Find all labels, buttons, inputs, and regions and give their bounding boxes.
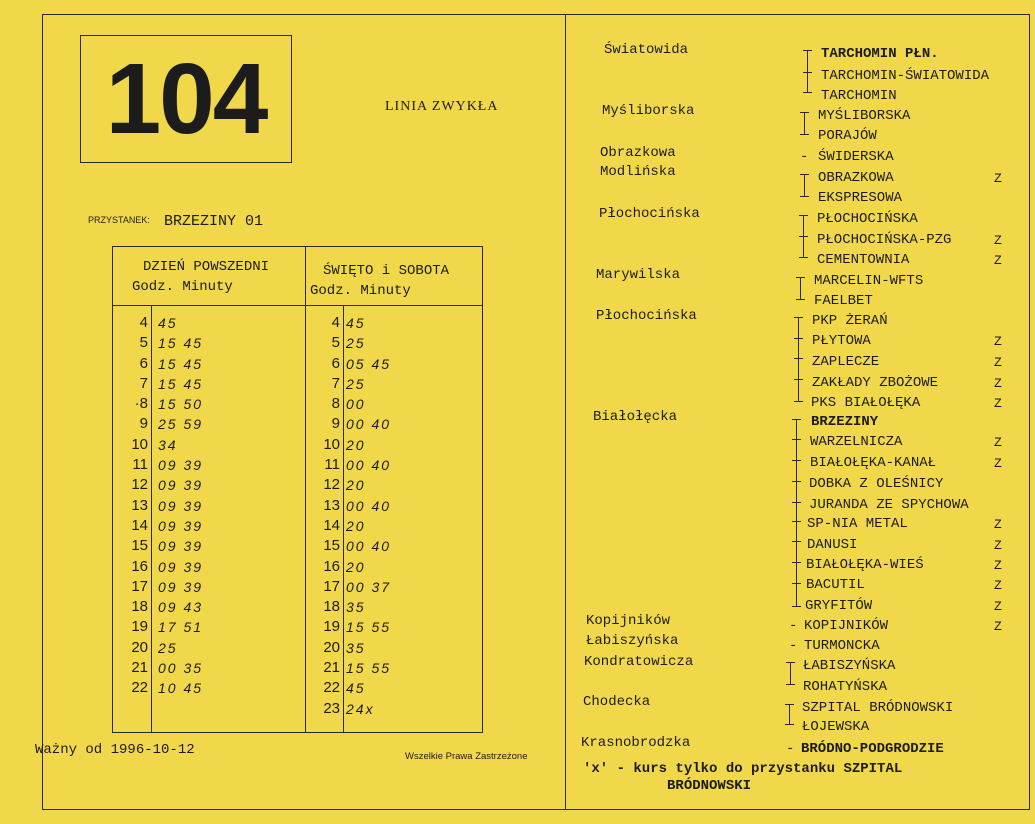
route-street: Łabiszyńska (586, 633, 679, 649)
departure-hour: 21 (323, 659, 340, 677)
table-column-divider (305, 247, 306, 732)
holiday-departures (307, 313, 482, 719)
departure-minutes: 20 (346, 477, 366, 494)
request-stop-marker: Z (994, 599, 1002, 614)
route-stop: SP-NIA METAL (807, 516, 908, 532)
route-stop: ŁOJEWSKA (802, 719, 870, 735)
route-street: Płochocińska (599, 206, 700, 222)
stop-label: PRZYSTANEK: (88, 215, 150, 225)
route-bracket (803, 50, 813, 92)
route-stop: ROHATYŃSKA (803, 679, 888, 695)
departure-hour: 17 (131, 577, 148, 595)
valid-from: Ważny od 1996-10-12 (35, 742, 195, 758)
departure-hour: 18 (131, 598, 148, 616)
route-stop: MARCELIN-WFTS (814, 273, 924, 289)
departure-hour: 6 (331, 354, 340, 372)
request-stop-marker: Z (994, 355, 1002, 370)
route-stop: TARCHOMIN PŁN. (821, 46, 939, 62)
departure-hour: 15 (323, 537, 340, 555)
departure-hour: 19 (323, 618, 340, 636)
rights-notice: Wszelkie Prawa Zastrzeżone (405, 751, 528, 762)
departure-minutes: 25 (158, 639, 178, 656)
departure-hour: 4 (331, 314, 340, 331)
route-stop: BIAŁOŁĘKA-KANAŁ (810, 455, 937, 471)
departure-minutes: 09 39 (158, 538, 204, 555)
departure-row (113, 374, 303, 394)
departure-row (307, 475, 482, 495)
request-stop-marker: Z (994, 171, 1002, 186)
route-stop: DANUSI (807, 537, 858, 553)
departure-row (113, 638, 303, 658)
departure-row (113, 455, 303, 475)
departure-row (113, 475, 303, 495)
holiday-subtitle: Godz. Minuty (310, 283, 411, 299)
departure-hour: 17 (323, 577, 340, 595)
departure-minutes: 35 (346, 639, 366, 656)
departure-row (307, 678, 482, 698)
route-street: Białołęcka (593, 409, 678, 425)
departure-row (307, 516, 482, 536)
route-stop: PŁYTOWA (812, 333, 871, 349)
route-stop: PŁOCHOCIŃSKA-PZG (817, 232, 952, 248)
request-stop-marker: Z (994, 578, 1002, 593)
route-stop: JURANDA ZE SPYCHOWA (809, 497, 969, 513)
departure-row (307, 496, 482, 516)
route-stop: OBRAZKOWA (818, 170, 894, 186)
table-header-divider (113, 305, 482, 306)
departure-hour: 4 (139, 314, 148, 331)
route-stop: MYŚLIBORSKA (818, 108, 911, 124)
route-dash: - (800, 149, 809, 165)
departure-hour: 10 (131, 435, 148, 453)
departure-hour: 14 (131, 516, 148, 534)
departure-hour: 7 (331, 374, 340, 392)
departure-hour: 20 (131, 638, 148, 656)
departure-minutes: 20 (346, 517, 366, 534)
departure-hour: 18 (323, 598, 340, 616)
weekday-departures (113, 313, 303, 699)
departure-minutes: 09 39 (158, 457, 204, 474)
departure-row (307, 658, 482, 678)
departure-minutes: 00 40 (346, 457, 392, 474)
departure-minutes: 00 37 (346, 578, 392, 595)
route-dash: - (789, 618, 798, 634)
departure-minutes: 20 (346, 436, 366, 453)
departure-hour: 22 (323, 679, 340, 697)
departure-row (113, 577, 303, 597)
route-note: 'x' - kurs tylko do przystanku SZPITAL BRÓDNOWSKI (583, 761, 903, 794)
departure-hour: 22 (131, 679, 148, 697)
route-street: Chodecka (583, 694, 651, 710)
departure-minutes: 45 (346, 315, 366, 331)
route-stop: ŚWIDERSKA (818, 149, 894, 165)
departure-hour: 9 (139, 415, 148, 433)
route-stop: WARZELNICZA (810, 434, 903, 450)
departure-row (113, 313, 303, 333)
departure-minutes: 15 50 (158, 396, 204, 413)
departure-minutes: 05 45 (346, 355, 392, 372)
departure-minutes: 24x (346, 700, 375, 717)
request-stop-marker: Z (994, 619, 1002, 634)
route-stop: ŁABISZYŃSKA (803, 658, 896, 674)
route-dash: - (789, 638, 798, 654)
route-stop: DOBKA Z OLEŚNICY (809, 476, 944, 492)
departure-hour: 15 (131, 537, 148, 555)
departure-minutes: 09 39 (158, 477, 204, 494)
request-stop-marker: Z (994, 253, 1002, 268)
departure-hour: 11 (132, 456, 148, 474)
route-bracket (796, 277, 806, 299)
departure-minutes: 00 40 (346, 538, 392, 555)
route-stop: TARCHOMIN-ŚWIATOWIDA (821, 68, 990, 84)
departure-hour: 23 (323, 699, 340, 717)
route-stop: BRÓDNO-PODGRODZIE (801, 741, 944, 757)
departure-row (307, 617, 482, 637)
departure-minutes: 00 35 (158, 660, 204, 677)
departure-hour: ·8 (134, 395, 148, 413)
departure-minutes: 09 39 (158, 558, 204, 575)
departure-row (307, 597, 482, 617)
route-bracket (800, 174, 810, 196)
request-stop-marker: Z (994, 517, 1002, 532)
route-stop: BACUTIL (806, 577, 865, 593)
departure-minutes: 35 (346, 599, 366, 616)
departure-minutes: 09 39 (158, 517, 204, 534)
departure-row (307, 435, 482, 455)
request-stop-marker: Z (994, 334, 1002, 349)
route-stop: PORAJÓW (818, 128, 877, 144)
route-dash: - (786, 741, 795, 757)
departure-minutes: 09 39 (158, 497, 204, 514)
departure-minutes: 17 51 (158, 619, 204, 636)
route-stop: CEMENTOWNIA (817, 252, 910, 268)
route-stop: ZAPLECZE (812, 354, 880, 370)
departure-hour: 20 (323, 638, 340, 656)
departure-hour: 16 (131, 557, 148, 575)
departure-row (113, 333, 303, 353)
route-bracket (786, 662, 796, 685)
departure-row (113, 516, 303, 536)
departure-row (307, 313, 482, 333)
departure-row (307, 333, 482, 353)
route-stop: PKS BIAŁOŁĘKA (811, 395, 921, 411)
line-type: LINIA ZWYKŁA (385, 99, 499, 114)
departure-hour: 9 (331, 415, 340, 433)
departure-minutes: 15 45 (158, 355, 204, 372)
weekday-subtitle: Godz. Minuty (132, 279, 233, 295)
departure-minutes: 00 40 (346, 497, 392, 514)
route-stop: GRYFITÓW (805, 598, 873, 614)
route-bracket (792, 419, 802, 606)
departure-hour: 14 (323, 516, 340, 534)
route-stop: PŁOCHOCIŃSKA (817, 211, 918, 227)
departure-hour: 8 (331, 395, 340, 413)
request-stop-marker: Z (994, 538, 1002, 553)
departure-hour: 12 (323, 476, 340, 494)
departure-table (112, 246, 483, 733)
line-number: 104 (105, 43, 267, 155)
departure-minutes: 09 43 (158, 599, 204, 616)
route-street: Płochocińska (596, 308, 697, 324)
departure-row (307, 394, 482, 414)
departure-hour: 13 (323, 496, 340, 514)
request-stop-marker: Z (994, 396, 1002, 411)
departure-minutes: 45 (158, 315, 178, 331)
route-bracket (785, 704, 795, 724)
route-bracket (800, 112, 810, 134)
route-stop: BIAŁOŁĘKA-WIEŚ (806, 557, 924, 573)
departure-row (307, 638, 482, 658)
route-stop: BRZEZINY (811, 414, 879, 430)
departure-minutes: 45 (346, 680, 366, 697)
route-street: Krasnobrodzka (581, 735, 691, 751)
departure-row (307, 577, 482, 597)
departure-minutes: 15 55 (346, 619, 392, 636)
departure-hour: 11 (324, 456, 340, 474)
departure-row (113, 597, 303, 617)
route-stop: TARCHOMIN (821, 88, 897, 104)
departure-hour: 7 (139, 374, 148, 392)
route-bracket (799, 215, 809, 258)
route-street: Marywilska (596, 267, 681, 283)
departure-row (307, 536, 482, 556)
departure-minutes: 20 (346, 558, 366, 575)
route-stop: SZPITAL BRÓDNOWSKI (802, 700, 954, 716)
departure-row (113, 394, 303, 414)
departure-minutes: 10 45 (158, 680, 204, 697)
departure-row (307, 354, 482, 374)
request-stop-marker: Z (994, 558, 1002, 573)
departure-hour: 5 (139, 334, 148, 352)
departure-row (113, 557, 303, 577)
departure-row (113, 536, 303, 556)
route-stop: ZAKŁADY ZBOŻOWE (812, 375, 939, 391)
departure-row (307, 414, 482, 434)
departure-hour: 5 (331, 334, 340, 352)
departure-hour: 13 (131, 496, 148, 514)
departure-minutes: 34 (158, 436, 178, 453)
departure-row (113, 496, 303, 516)
departure-row (307, 374, 482, 394)
departure-hour: 16 (323, 557, 340, 575)
departure-minutes: 25 (346, 335, 366, 352)
route-stop: FAELBET (814, 293, 873, 309)
departure-row (113, 617, 303, 637)
route-street: Myśliborska (602, 103, 695, 119)
departure-minutes: 15 45 (158, 335, 204, 352)
route-street: Obrazkowa (600, 145, 676, 161)
weekday-title: DZIEŃ POWSZEDNI (143, 259, 270, 275)
route-stop: KOPIJNIKÓW (804, 618, 889, 634)
departure-minutes: 25 (346, 375, 366, 392)
departure-hour: 21 (131, 659, 148, 677)
departure-row (113, 678, 303, 698)
departure-minutes: 00 40 (346, 416, 392, 433)
departure-minutes: 00 (346, 396, 366, 413)
holiday-title: ŚWIĘTO i SOBOTA (323, 263, 450, 279)
route-bracket (794, 317, 804, 401)
departure-minutes: 09 39 (158, 578, 204, 595)
departure-row (113, 435, 303, 455)
departure-row (113, 354, 303, 374)
departure-row (307, 699, 482, 719)
request-stop-marker: Z (994, 456, 1002, 471)
route-street: Światowida (604, 42, 689, 58)
route-street: Kopijników (586, 613, 671, 629)
line-number-box (80, 35, 292, 163)
departure-hour: 12 (131, 476, 148, 494)
departure-minutes: 15 55 (346, 660, 392, 677)
departure-minutes: 25 59 (158, 416, 204, 433)
departure-row (307, 455, 482, 475)
request-stop-marker: Z (994, 435, 1002, 450)
route-stop: PKP ŻERAŃ (812, 313, 888, 329)
request-stop-marker: Z (994, 233, 1002, 248)
departure-row (307, 557, 482, 577)
departure-minutes: 15 45 (158, 375, 204, 392)
departure-row (113, 414, 303, 434)
departure-hour: 6 (139, 354, 148, 372)
departure-hour: 19 (131, 618, 148, 636)
departure-row (113, 658, 303, 678)
route-stop: EKSPRESOWA (818, 190, 903, 206)
route-street: Modlińska (600, 164, 676, 180)
stop-name: BRZEZINY 01 (164, 213, 264, 230)
departure-hour: 10 (323, 435, 340, 453)
column-divider (565, 14, 566, 810)
route-street: Kondratowicza (584, 654, 694, 670)
route-stop: TURMONCKA (804, 638, 880, 654)
request-stop-marker: Z (994, 376, 1002, 391)
